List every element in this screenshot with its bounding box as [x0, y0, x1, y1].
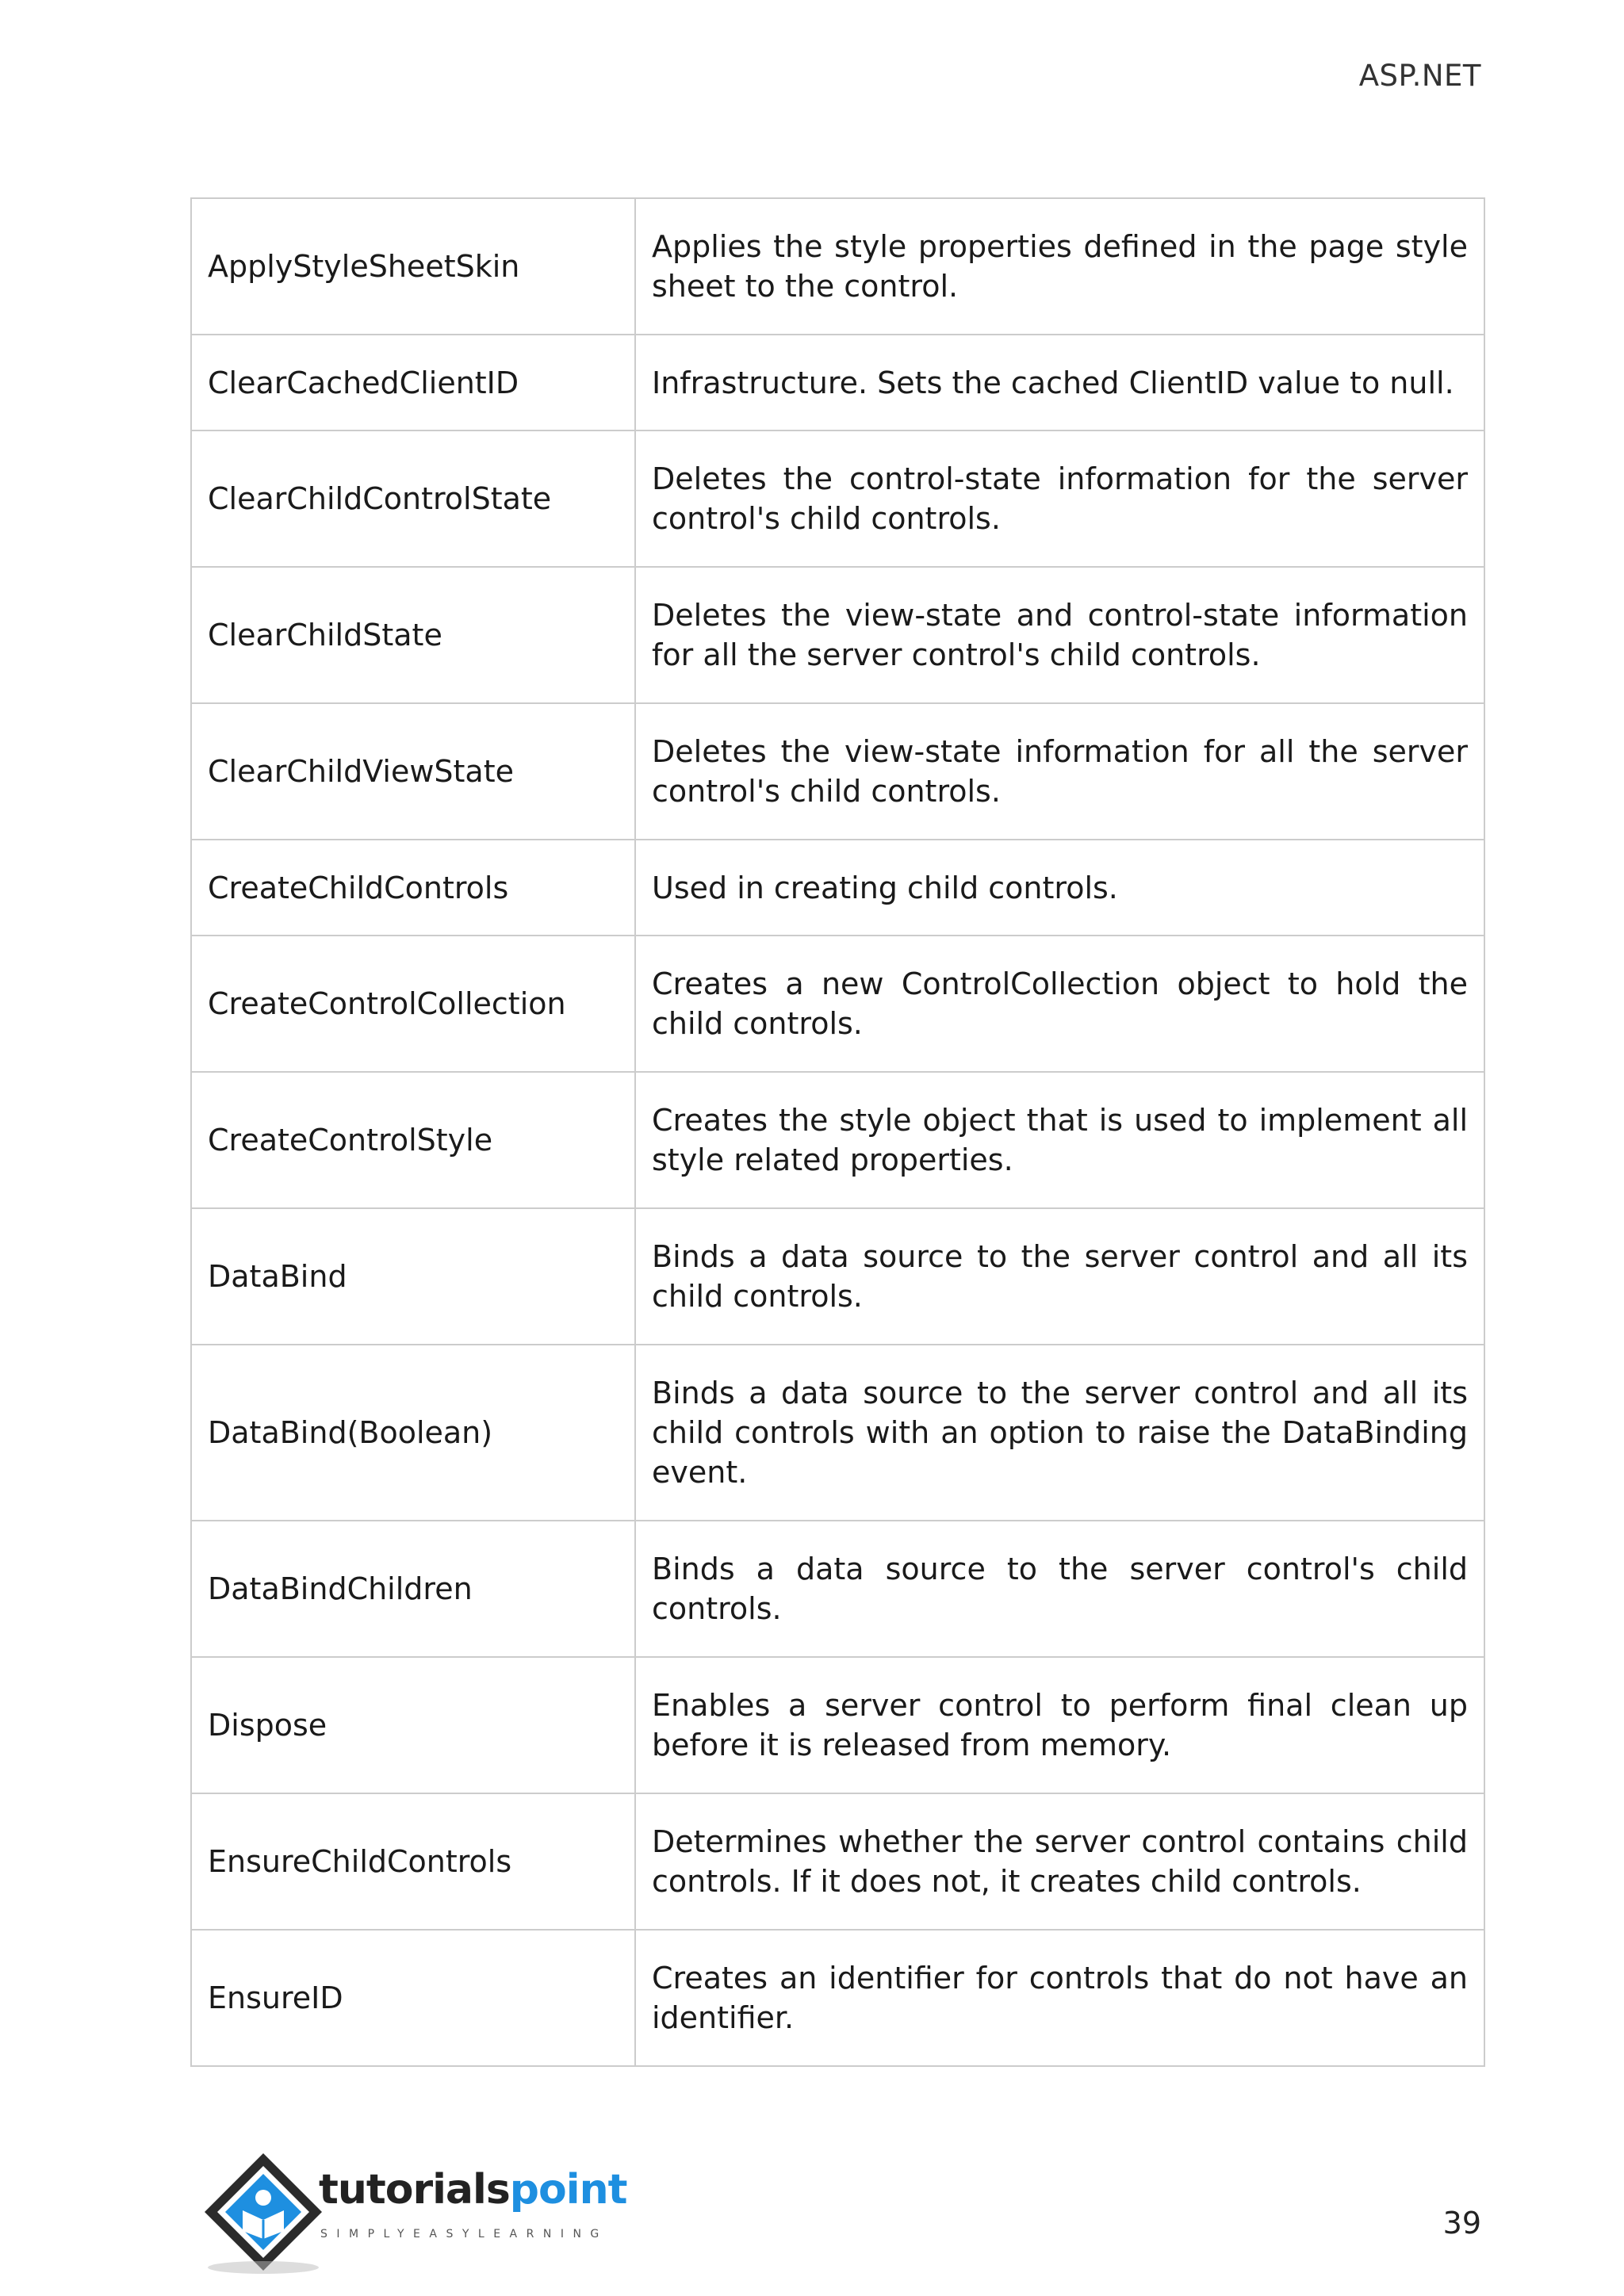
method-description: Binds a data source to the server control's child controls.	[635, 1521, 1484, 1657]
method-description: Binds a data source to the server control and all its child controls with an option to raise the DataBinding event.	[635, 1345, 1484, 1521]
method-description: Enables a server control to perform final clean up before it is released from memory.	[635, 1657, 1484, 1793]
method-name: ClearChildControlState	[191, 430, 635, 567]
method-description: Determines whether the server control contains child controls. If it does not, it creates child controls.	[635, 1793, 1484, 1930]
table-row	[191, 1208, 1484, 1345]
method-name: DataBindChildren	[191, 1521, 635, 1657]
method-name: Dispose	[191, 1657, 635, 1793]
method-name: EnsureChildControls	[191, 1793, 635, 1930]
method-name: ApplyStyleSheetSkin	[191, 198, 635, 335]
method-description: Creates the style object that is used to implement all style related properties.	[635, 1072, 1484, 1208]
logo-tagline: SIMPLYEASYLEARNING	[320, 2228, 608, 2241]
method-name: CreateChildControls	[191, 840, 635, 936]
table-row	[191, 840, 1484, 936]
method-name: ClearChildViewState	[191, 703, 635, 840]
table-row	[191, 1072, 1484, 1208]
logo-word-tutorials: tutorials	[319, 2166, 510, 2214]
table-row	[191, 1521, 1484, 1657]
tutorialspoint-logo	[200, 2149, 628, 2275]
method-description: Creates an identifier for controls that do not have an identifier.	[635, 1930, 1484, 2066]
method-name: ClearChildState	[191, 567, 635, 703]
table-row	[191, 1345, 1484, 1521]
table-row	[191, 1793, 1484, 1930]
logo-diamond-icon	[200, 2149, 327, 2275]
table-row	[191, 1930, 1484, 2066]
method-description: Creates a new ControlCollection object to hold the child controls.	[635, 936, 1484, 1072]
method-description: Applies the style properties defined in the page style sheet to the control.	[635, 198, 1484, 335]
table-row	[191, 335, 1484, 430]
page-number: 39	[1442, 2206, 1481, 2241]
method-description: Binds a data source to the server control and all its child controls.	[635, 1208, 1484, 1345]
method-description: Used in creating child controls.	[635, 840, 1484, 936]
logo-word-point: point	[509, 2166, 627, 2214]
logo-wordmark	[319, 2166, 626, 2214]
method-name: CreateControlStyle	[191, 1072, 635, 1208]
method-description: Deletes the control-state information for the server control's child controls.	[635, 430, 1484, 567]
methods-table	[190, 197, 1485, 2067]
method-description: Deletes the view-state information for all the server control's child controls.	[635, 703, 1484, 840]
method-description: Infrastructure. Sets the cached ClientID value to null.	[635, 335, 1484, 430]
table-row	[191, 198, 1484, 335]
table-row	[191, 430, 1484, 567]
table-row	[191, 567, 1484, 703]
table-row	[191, 1657, 1484, 1793]
method-name: DataBind	[191, 1208, 635, 1345]
method-name: ClearCachedClientID	[191, 335, 635, 430]
method-name: DataBind(Boolean)	[191, 1345, 635, 1521]
method-name: CreateControlCollection	[191, 936, 635, 1072]
table-row	[191, 936, 1484, 1072]
method-description: Deletes the view-state and control-state information for all the server control's child controls.	[635, 567, 1484, 703]
table-row	[191, 703, 1484, 840]
method-name: EnsureID	[191, 1930, 635, 2066]
running-header: ASP.NET	[1358, 59, 1481, 93]
